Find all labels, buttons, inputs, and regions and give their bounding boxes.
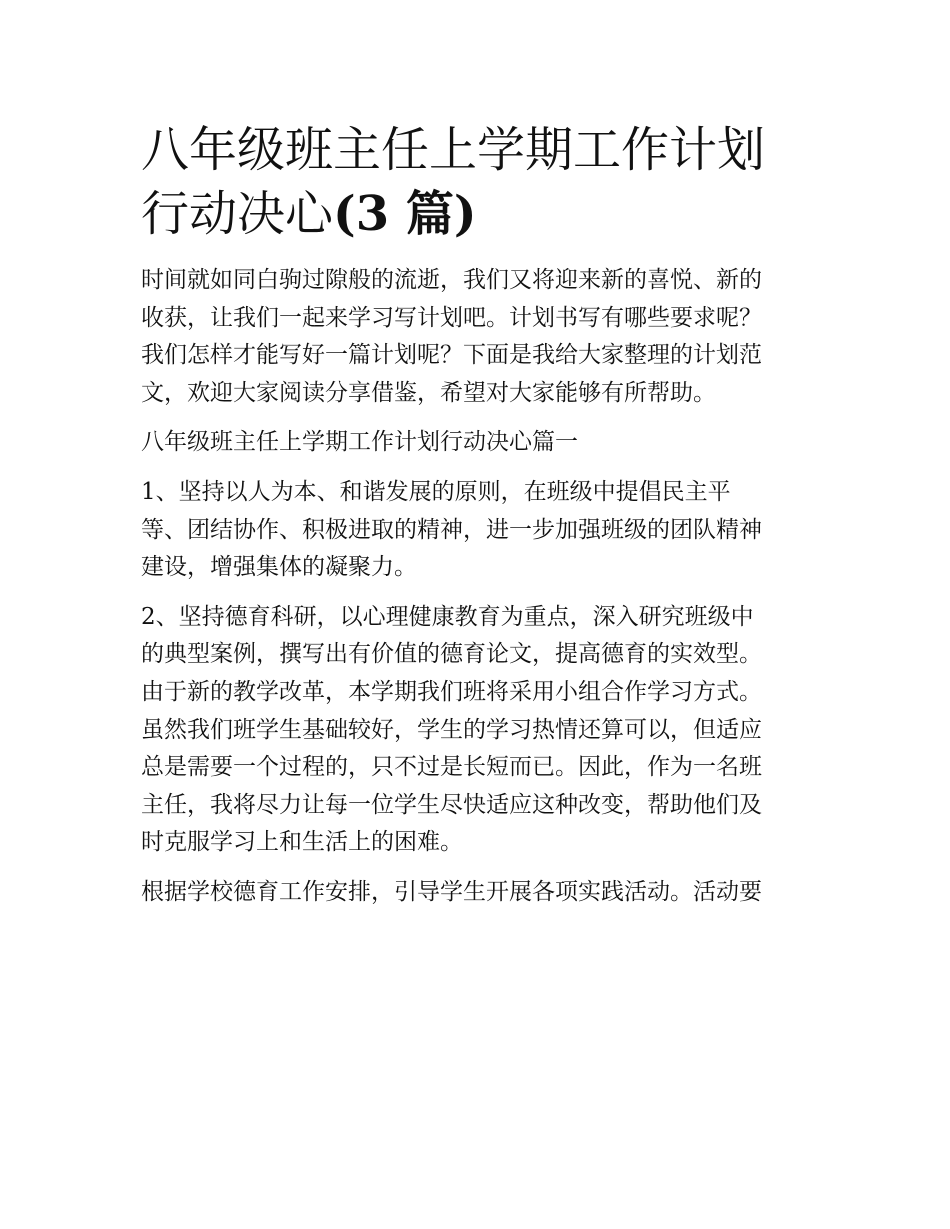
text-line: 2、坚持德育科研，以心理健康教育为重点，深入研究班级中 <box>141 603 754 630</box>
paragraph-item-1 <box>141 474 813 587</box>
paragraph-intro <box>141 262 813 412</box>
title-line-1: 八年级班主任上学期工作计划 <box>141 122 766 178</box>
text-line: 文，欢迎大家阅读分享借鉴，希望对大家能够有所帮助。 <box>141 379 716 406</box>
text-line: 我们怎样才能写好一篇计划呢？下面是我给大家整理的计划范 <box>141 342 762 369</box>
title-line-2-prefix: 行动决心 <box>141 186 334 242</box>
text-line: 时克服学习上和生活上的困难。 <box>141 829 463 856</box>
text-line: 主任，我将尽力让每一位学生尽快适应这种改变，帮助他们及 <box>141 791 762 818</box>
document-page <box>141 118 813 924</box>
text-line: 根据学校德育工作安排，引导学生开展各项实践活动。活动要 <box>141 878 762 905</box>
text-line: 虽然我们班学生基础较好，学生的学习热情还算可以，但适应 <box>141 716 762 743</box>
paragraph-item-2 <box>141 599 813 862</box>
text-line: 总是需要一个过程的，只不过是长短而已。因此，作为一名班 <box>141 754 762 781</box>
title-line-2 <box>141 182 813 246</box>
text-line: 由于新的教学改革，本学期我们班将采用小组合作学习方式。 <box>141 678 762 705</box>
title-line-2-count: (3 篇) <box>333 186 477 242</box>
text-line: 建设，增强集体的凝聚力。 <box>141 554 417 581</box>
text-line: 1、坚持以人为本、和谐发展的原则，在班级中提倡民主平 <box>141 478 731 505</box>
text-line: 等、团结协作、积极进取的精神，进一步加强班级的团队精神 <box>141 516 762 543</box>
text-line: 时间就如同白驹过隙般的流逝，我们又将迎来新的喜悦、新的 <box>141 267 762 293</box>
document-body <box>141 262 813 912</box>
text-line: 八年级班主任上学期工作计划行动决心篇一 <box>141 429 578 456</box>
text-line: 的典型案例，撰写出有价值的德育论文，提高德育的实效型。 <box>141 641 762 668</box>
text-line: 收获，让我们一起来学习写计划吧。计划书写有哪些要求呢？ <box>141 304 762 331</box>
section-heading <box>141 424 813 462</box>
paragraph-activities <box>141 874 813 912</box>
document-title <box>141 118 813 246</box>
